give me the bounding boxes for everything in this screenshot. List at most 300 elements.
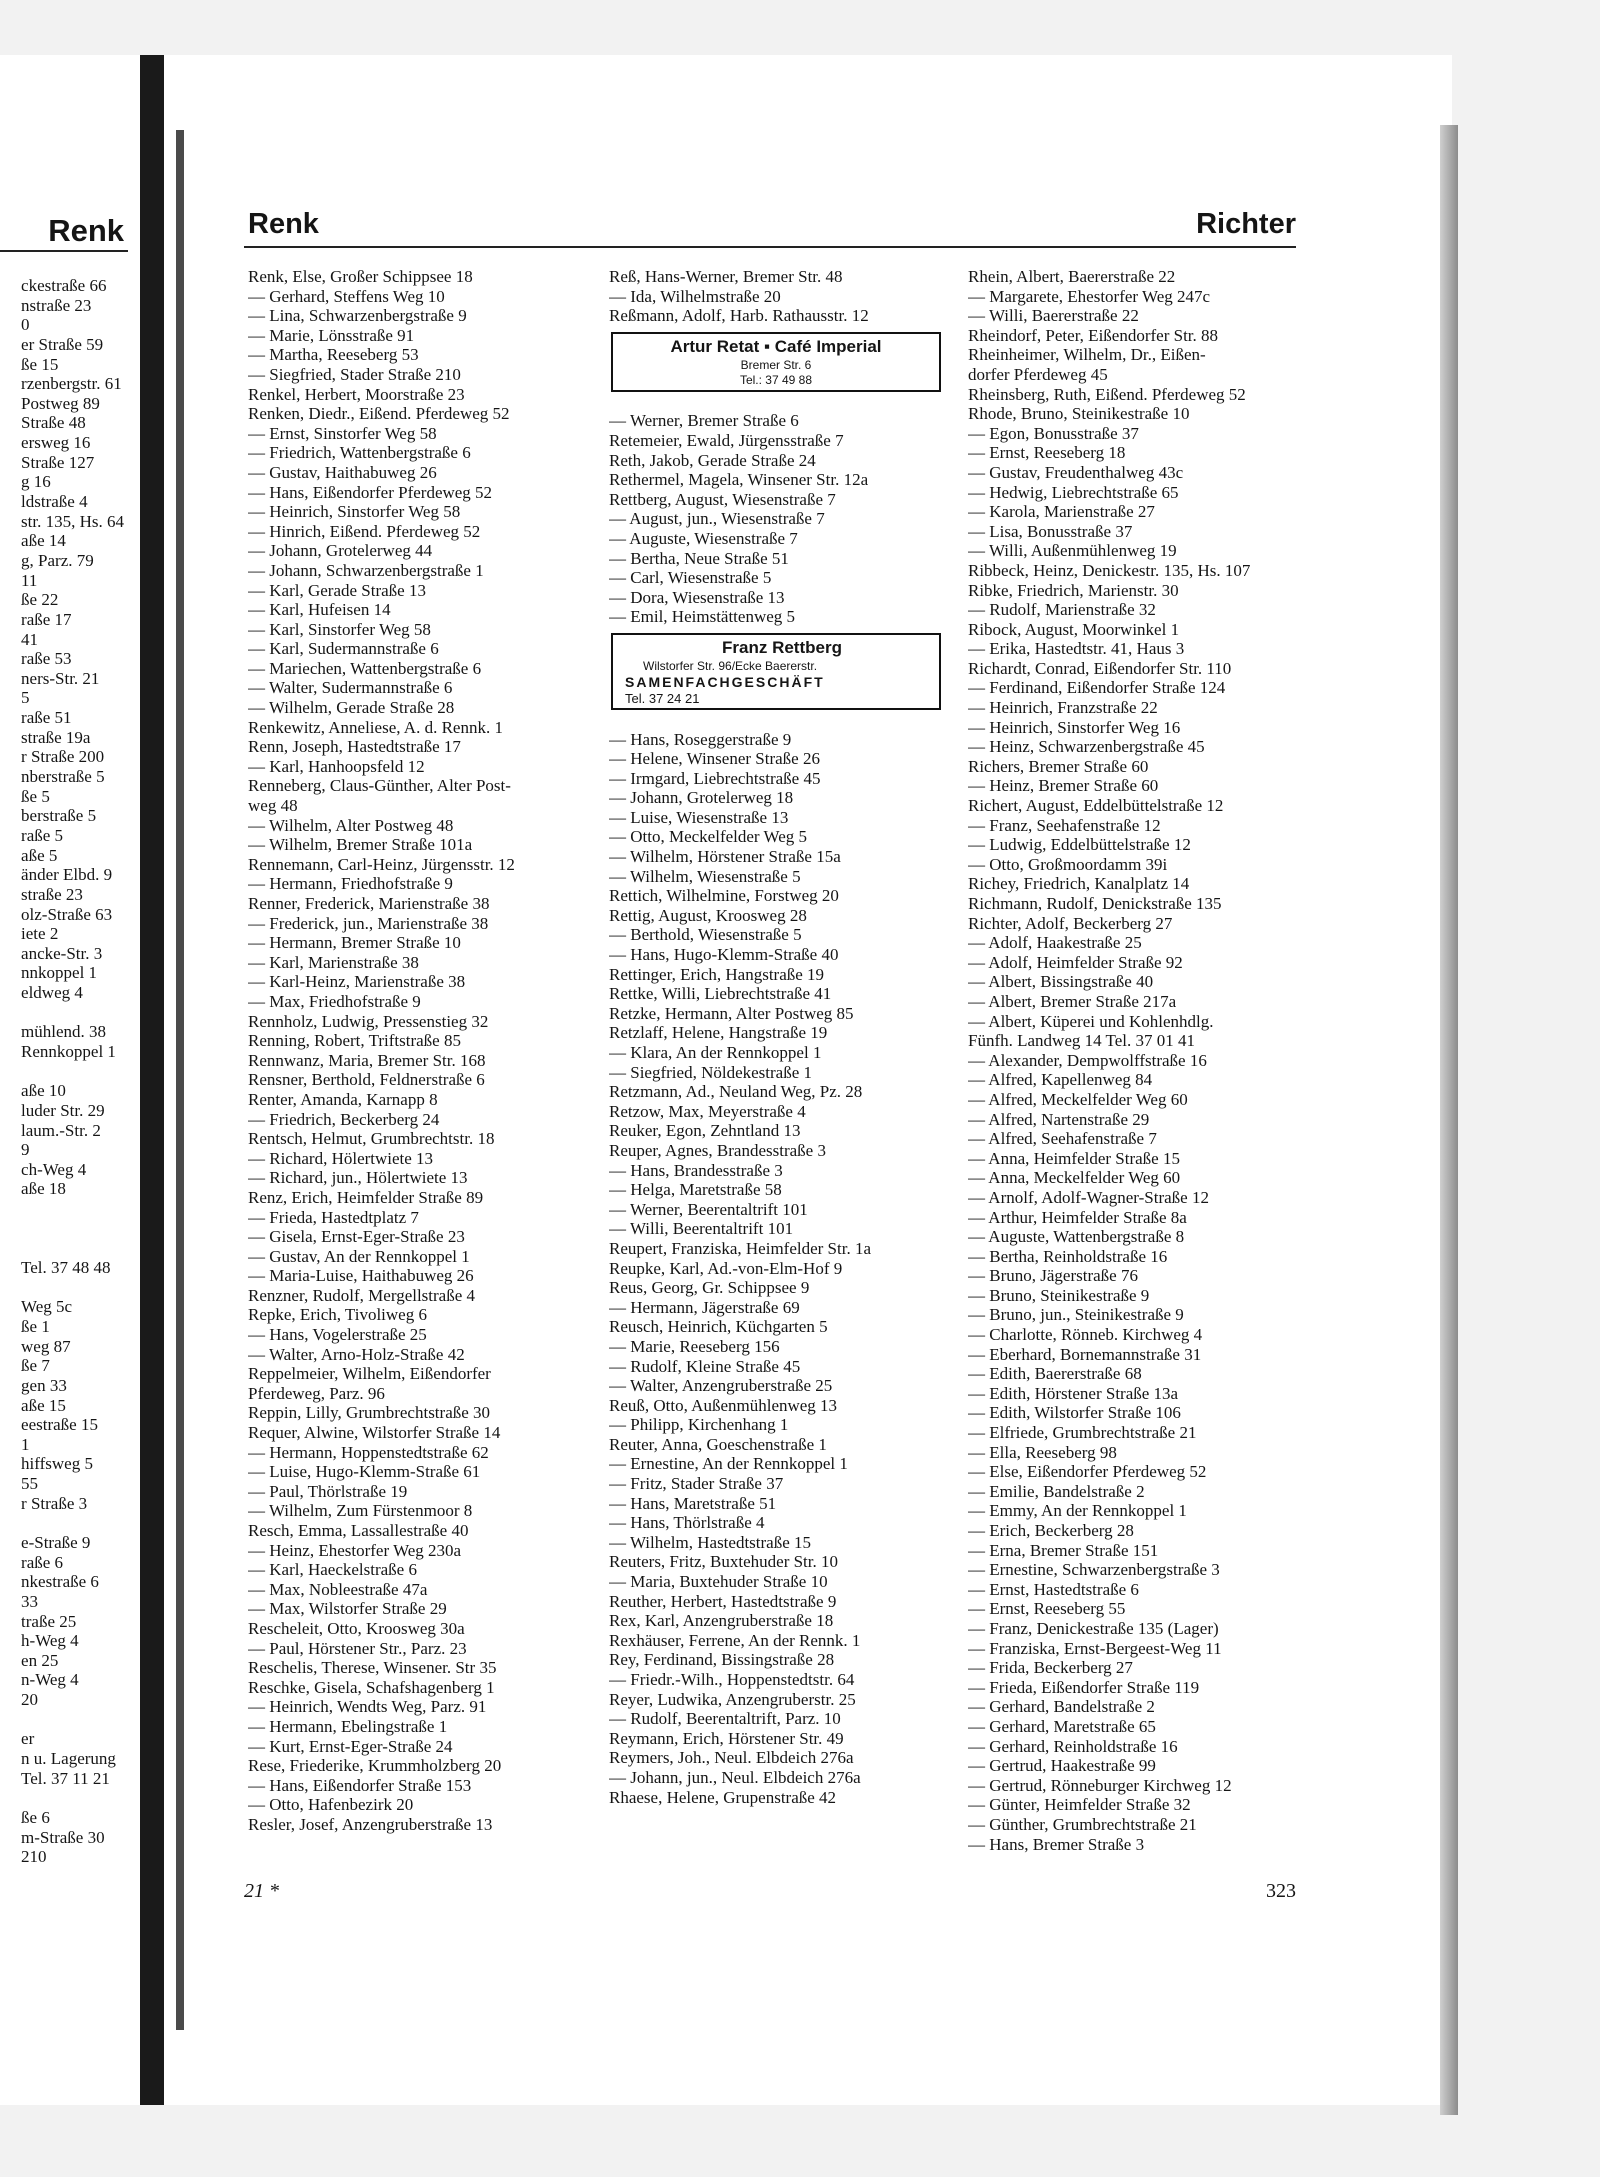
- directory-entry: — Helga, Maretstraße 58: [609, 1180, 782, 1200]
- directory-entry: — Fritz, Stader Straße 37: [609, 1474, 784, 1494]
- previous-page-line: weg 87: [21, 1336, 71, 1356]
- previous-page-line: er Straße 59: [21, 334, 104, 354]
- directory-entry: Reuker, Egon, Zehntland 13: [609, 1121, 801, 1141]
- previous-page-line: 0: [21, 315, 30, 335]
- previous-page-line: g, Parz. 79: [21, 550, 94, 570]
- directory-entry: Renner, Frederick, Marienstraße 38: [248, 894, 490, 913]
- directory-entry: — Alexander, Dempwolffstraße 16: [968, 1050, 1207, 1070]
- directory-entry: — Gerhard, Maretstraße 65: [968, 1716, 1156, 1736]
- directory-entry: — Maria, Buxtehuder Straße 10: [609, 1572, 828, 1592]
- directory-entry: Rentsch, Helmut, Grumbrechtstr. 18: [248, 1129, 495, 1149]
- directory-entry: — Werner, Bremer Straße 6: [609, 411, 799, 431]
- directory-entry: — Gertrud, Haakestraße 99: [968, 1756, 1156, 1776]
- previous-page-line: traße 25: [21, 1611, 77, 1631]
- directory-entry: Reuther, Herbert, Hastedtstraße 9: [609, 1591, 837, 1611]
- directory-entry: — Hans, Eißendorfer Pferdeweg 52: [248, 482, 493, 502]
- directory-entry: — Friedrich, Beckerberg 24: [248, 1109, 440, 1129]
- previous-page-line: e-Straße 9: [21, 1533, 91, 1552]
- directory-entry: — Willi, Baererstraße 22: [968, 306, 1139, 326]
- directory-entry: — Wilhelm, Bremer Straße 101a: [248, 835, 473, 855]
- directory-entry: Reppelmeier, Wilhelm, Eißendorfer: [248, 1364, 491, 1384]
- directory-entry: Reschke, Gisela, Schafshagenberg 1: [248, 1677, 495, 1697]
- directory-entry: — Heinz, Ehestorfer Weg 230a: [248, 1540, 462, 1560]
- directory-entry: — Alfred, Meckelfelder Weg 60: [968, 1089, 1188, 1109]
- directory-entry: Richers, Bremer Straße 60: [968, 756, 1149, 776]
- previous-page-line: r Straße 200: [21, 747, 105, 767]
- previous-page-line: [21, 1199, 124, 1219]
- directory-entry: — Rudolf, Kleine Straße 45: [609, 1356, 801, 1376]
- directory-entry: — Walter, Arno-Holz-Straße 42: [248, 1344, 465, 1364]
- previous-page-line: iete 2: [21, 924, 59, 944]
- previous-page-line: Postweg 89: [21, 393, 100, 413]
- previous-page-line: aße 10: [21, 1081, 66, 1101]
- directory-entry: — Willi, Beerentaltrift 101: [609, 1219, 794, 1239]
- directory-entry: Renter, Amanda, Karnapp 8: [248, 1089, 438, 1109]
- previous-page-line: 11: [21, 570, 38, 590]
- previous-page-line: [21, 1003, 124, 1023]
- directory-entry: — Karola, Marienstraße 27: [968, 502, 1155, 522]
- previous-page-line: raße 17: [21, 609, 72, 629]
- directory-entry: Rey, Ferdinand, Bissingstraße 28: [609, 1650, 835, 1670]
- directory-entry: — Anna, Heimfelder Straße 15: [968, 1148, 1180, 1168]
- previous-page-line: 1: [21, 1434, 30, 1454]
- directory-entry: — Hans, Bremer Straße 3: [968, 1834, 1145, 1854]
- directory-entry: — Ernst, Sinstorfer Weg 58: [248, 423, 437, 443]
- previous-page-line: eestraße 15: [21, 1415, 98, 1435]
- header-right-keyword: Richter: [1196, 208, 1296, 240]
- directory-entry: — Hans, Maretstraße 51: [609, 1493, 777, 1513]
- directory-entry: — Hermann, Bremer Straße 10: [248, 933, 461, 953]
- previous-page-line: 20: [21, 1690, 39, 1710]
- directory-entry: — Hedwig, Liebrechtstraße 65: [968, 482, 1179, 502]
- directory-entry: — Heinrich, Sinstorfer Weg 58: [248, 502, 461, 522]
- previous-page-line: Straße 48: [21, 413, 86, 433]
- previous-page-line: [21, 1219, 124, 1239]
- directory-entry: — Max, Wilstorfer Straße 29: [248, 1599, 447, 1619]
- directory-entry: — Otto, Großmoordamm 39i: [968, 854, 1168, 874]
- previous-page-line: raße 53: [21, 649, 72, 669]
- previous-page-line: hiffsweg 5: [21, 1454, 93, 1474]
- ad-address: Bremer Str. 6: [740, 357, 812, 372]
- directory-entry: — Lisa, Bonusstraße 37: [968, 521, 1133, 541]
- directory-entry: — Günter, Heimfelder Straße 32: [968, 1795, 1191, 1815]
- directory-entry: — Karl, Sinstorfer Weg 58: [248, 619, 431, 639]
- previous-page-fragment: [0, 0, 138, 2177]
- directory-entry: Reth, Jakob, Gerade Straße 24: [609, 450, 816, 470]
- previous-page-line: nberstraße 5: [21, 767, 105, 787]
- directory-entry: Reymann, Erich, Hörstener Str. 49: [609, 1728, 844, 1748]
- directory-entry: — Charlotte, Rönneb. Kirchweg 4: [968, 1325, 1203, 1345]
- directory-entry: Renneberg, Claus-Günther, Alter Post-: [248, 776, 511, 796]
- directory-entry: — Friedrich, Wattenbergstraße 6: [248, 443, 471, 463]
- directory-entry: — Emil, Heimstättenweg 5: [609, 607, 796, 627]
- previous-page-line: r Straße 3: [21, 1493, 88, 1513]
- directory-entry: — Heinrich, Wendts Weg, Parz. 91: [248, 1697, 487, 1717]
- previous-page-line: Tel. 37 11 21: [21, 1768, 110, 1788]
- directory-entry: Rhein, Albert, Baererstraße 22: [968, 267, 1176, 286]
- directory-entry: — Edith, Wilstorfer Straße 106: [968, 1403, 1181, 1423]
- directory-entry: — Arthur, Heimfelder Straße 8a: [968, 1207, 1187, 1227]
- directory-entry: — Ernst, Hastedtstraße 6: [968, 1579, 1139, 1599]
- previous-page-line: Tel. 37 48 48: [21, 1258, 111, 1278]
- directory-entry: — Albert, Küperei und Kohlenhdlg.: [968, 1011, 1214, 1031]
- directory-entry: — Helene, Winsener Straße 26: [609, 749, 820, 769]
- directory-entry: — Hans, Thörlstraße 4: [609, 1513, 765, 1533]
- directory-entry: — Max, Friedhofstraße 9: [248, 991, 421, 1011]
- directory-entry: — Alfred, Kapellenweg 84: [968, 1070, 1153, 1090]
- directory-entry: Reymers, Joh., Neul. Elbdeich 276a: [609, 1748, 854, 1768]
- directory-entry: Rettke, Willi, Liebrechtstraße 41: [609, 984, 832, 1004]
- directory-entry: — Johann, Grotelerweg 44: [248, 541, 433, 561]
- previous-page-line: [21, 1710, 124, 1730]
- directory-entry: Resch, Emma, Lassallestraße 40: [248, 1521, 469, 1540]
- previous-page-line: ße 5: [21, 786, 50, 806]
- ad-title: Franz Rettberg: [722, 637, 842, 657]
- previous-page-line: aße 14: [21, 531, 66, 551]
- previous-page-line: 55: [21, 1474, 39, 1494]
- directory-entry: — Rudolf, Beerentaltrift, Parz. 10: [609, 1709, 841, 1729]
- header-left-keyword: Renk: [248, 208, 319, 240]
- directory-entry: — Hans, Vogelerstraße 25: [248, 1325, 427, 1345]
- directory-entry: — Klara, An der Rennkoppel 1: [609, 1043, 822, 1062]
- directory-entry: Retzow, Max, Meyerstraße 4: [609, 1101, 806, 1121]
- directory-entry: — Gisela, Ernst-Eger-Straße 23: [248, 1227, 465, 1247]
- page-edge-shadow: [1440, 125, 1458, 2115]
- previous-page-header-rule: [0, 250, 128, 252]
- ad-phone: Tel.: 37 49 88: [739, 372, 813, 387]
- directory-entry: — Karl, Gerade Straße 13: [248, 580, 426, 600]
- directory-entry: Reppin, Lilly, Grumbrechtstraße 30: [248, 1403, 491, 1423]
- directory-entry: Rex, Karl, Anzengruberstraße 18: [609, 1611, 834, 1631]
- directory-entry: — Wilhelm, Hörstener Straße 15a: [609, 847, 841, 867]
- directory-entry: — Siegfried, Nöldekestraße 1: [609, 1062, 812, 1082]
- previous-page-line: ersweg 16: [21, 433, 91, 453]
- directory-entry: Retzke, Hermann, Alter Postweg 85: [609, 1003, 854, 1023]
- directory-entry: — Hermann, Ebelingstraße 1: [248, 1716, 448, 1736]
- directory-entry: — Frida, Beckerberg 27: [968, 1658, 1133, 1678]
- directory-entry: — Luise, Hugo-Klemm-Straße 61: [248, 1462, 481, 1482]
- directory-entry: Ribock, August, Moorwinkel 1: [968, 619, 1180, 639]
- previous-page-line: luder Str. 29: [21, 1100, 105, 1120]
- previous-page-line: aße 18: [21, 1179, 66, 1199]
- advertisement-cafe-imperial: [611, 332, 941, 392]
- directory-entry: — Johann, Schwarzenbergstraße 1: [248, 560, 484, 580]
- directory-entry: — Bruno, jun., Steinikestraße 9: [968, 1305, 1184, 1325]
- directory-entry: — Maria-Luise, Haithabuweg 26: [248, 1266, 474, 1286]
- directory-entry: — Gerhard, Steffens Weg 10: [248, 286, 445, 306]
- directory-entry: — Friedr.-Wilh., Hoppenstedtstr. 64: [609, 1670, 855, 1689]
- directory-entry: — Ernestine, Schwarzenbergstraße 3: [968, 1560, 1220, 1580]
- previous-page-line: ße 15: [21, 354, 59, 374]
- book-binding-gutter: [140, 55, 164, 2105]
- previous-page-line: Straße 127: [21, 452, 95, 472]
- directory-entry: — Frederick, jun., Marienstraße 38: [248, 913, 489, 933]
- directory-entry: — Edith, Baererstraße 68: [968, 1364, 1142, 1384]
- previous-page-line: 41: [21, 629, 39, 649]
- ad-phone: Tel. 37 24 21: [625, 690, 700, 706]
- directory-entry: — Philipp, Kirchenhang 1: [609, 1415, 789, 1435]
- directory-entry: — Walter, Sudermannstraße 6: [248, 678, 453, 698]
- previous-page-line: m-Straße 30: [21, 1827, 105, 1847]
- column-1-entries: [248, 267, 588, 1835]
- previous-page-line: änder Elbd. 9: [21, 865, 113, 885]
- previous-page-line: [21, 1238, 124, 1258]
- directory-entry: Fünfh. Landweg 14 Tel. 37 01 41: [968, 1031, 1196, 1051]
- directory-entry: — Ernst, Reeseberg 18: [968, 443, 1126, 463]
- directory-entry: — Frieda, Eißendorfer Straße 119: [968, 1677, 1200, 1697]
- directory-entry: — Albert, Bissingstraße 40: [968, 972, 1154, 992]
- previous-page-line: ße 7: [21, 1356, 50, 1376]
- directory-entry: Reschelis, Therese, Winsener. Str 35: [248, 1658, 497, 1678]
- directory-entry: — Mariechen, Wattenbergstraße 6: [248, 658, 482, 678]
- previous-page-line: str. 135, Hs. 64: [21, 511, 124, 531]
- directory-entry: Renkel, Herbert, Moorstraße 23: [248, 384, 465, 404]
- previous-page-line: raße 51: [21, 708, 72, 728]
- previous-page-line: aße 15: [21, 1395, 66, 1415]
- directory-entry: Rhaese, Helene, Grupenstraße 42: [609, 1787, 837, 1807]
- directory-entry: — Adolf, Heimfelder Straße 92: [968, 952, 1183, 972]
- directory-entry: — Marie, Reeseberg 156: [609, 1336, 780, 1356]
- directory-entry: Rennholz, Ludwig, Pressenstieg 32: [248, 1011, 489, 1031]
- directory-entry: Reßmann, Adolf, Harb. Rathausstr. 12: [609, 306, 869, 326]
- directory-entry: Ribke, Friedrich, Marienstr. 30: [968, 580, 1179, 600]
- directory-entry: — Hermann, Friedhofstraße 9: [248, 874, 453, 894]
- directory-entry: — Hans, Hugo-Klemm-Straße 40: [609, 945, 839, 965]
- directory-entry: Reuter, Anna, Goeschenstraße 1: [609, 1434, 827, 1454]
- directory-entry: — Erich, Beckerberg 28: [968, 1521, 1134, 1540]
- directory-entry: Renn, Joseph, Hastedtstraße 17: [248, 737, 461, 757]
- directory-entry: — Berthold, Wiesenstraße 5: [609, 925, 802, 945]
- directory-entry: Rensner, Berthold, Feldnerstraße 6: [248, 1070, 485, 1090]
- previous-page-line: nnkoppel 1: [21, 963, 98, 983]
- directory-entry: — Egon, Bonusstraße 37: [968, 423, 1139, 443]
- directory-entry: — Bertha, Neue Straße 51: [609, 548, 789, 568]
- page-number: 323: [1266, 1880, 1296, 1902]
- previous-page-line: [21, 1278, 124, 1298]
- directory-entry: — Wilhelm, Alter Postweg 48: [248, 815, 454, 835]
- previous-page-lines: [21, 276, 124, 1867]
- directory-entry: Rennemann, Carl-Heinz, Jürgensstr. 12: [248, 854, 515, 874]
- previous-page-line: olz-Straße 63: [21, 904, 113, 924]
- directory-entry: — Karl, Sudermannstraße 6: [248, 639, 439, 659]
- directory-entry: Reyer, Ludwika, Anzengruberstr. 25: [609, 1689, 856, 1709]
- directory-entry: — Karl, Hufeisen 14: [248, 600, 391, 620]
- directory-entry: — Hermann, Jägerstraße 69: [609, 1297, 800, 1317]
- directory-entry: Repke, Erich, Tivoliweg 6: [248, 1305, 427, 1325]
- directory-entry: — Gustav, Freudenthalweg 43c: [968, 462, 1184, 482]
- directory-entry: — Heinrich, Franzstraße 22: [968, 698, 1158, 718]
- directory-entry: Rese, Friederike, Krummholzberg 20: [248, 1756, 502, 1776]
- directory-entry: Rexhäuser, Ferrene, An der Rennk. 1: [609, 1630, 861, 1650]
- directory-entry: — Wilhelm, Gerade Straße 28: [248, 698, 455, 718]
- directory-entry: — Franziska, Ernst-Bergeest-Weg 11: [968, 1638, 1222, 1658]
- directory-entry: — Carl, Wiesenstraße 5: [609, 568, 772, 588]
- directory-entry: — Auguste, Wattenbergstraße 8: [968, 1227, 1185, 1247]
- directory-entry: Pferdeweg, Parz. 96: [248, 1383, 385, 1403]
- directory-entry: — Otto, Hafenbezirk 20: [248, 1795, 414, 1815]
- directory-entry: — Martha, Reeseberg 53: [248, 345, 419, 365]
- directory-entry: — Gerhard, Reinholdstraße 16: [968, 1736, 1178, 1756]
- directory-entry: — Wilhelm, Wiesenstraße 5: [609, 866, 801, 886]
- directory-entry: — Hinrich, Eißend. Pferdeweg 52: [248, 521, 481, 541]
- directory-entry: Rettberg, August, Wiesenstraße 7: [609, 489, 836, 509]
- directory-entry: — Heinrich, Sinstorfer Weg 16: [968, 717, 1181, 737]
- advertisement-franz-rettberg: [611, 633, 941, 710]
- directory-entry: — Heinz, Schwarzenbergstraße 45: [968, 737, 1205, 757]
- directory-entry: — Eberhard, Bornemannstraße 31: [968, 1344, 1202, 1364]
- directory-entry: Ribbeck, Heinz, Denickestr. 135, Hs. 107: [968, 560, 1251, 580]
- directory-entry: — Franz, Denickestraße 135 (Lager): [968, 1618, 1219, 1638]
- previous-page-line: [21, 1788, 124, 1808]
- book-binding-shadow: [176, 130, 184, 2030]
- directory-entry: — Gertrud, Rönneburger Kirchweg 12: [968, 1775, 1232, 1795]
- previous-page-line: mühlend. 38: [21, 1022, 107, 1042]
- directory-entry: — Otto, Meckelfelder Weg 5: [609, 827, 808, 847]
- previous-page-line: Rennkoppel 1: [21, 1041, 116, 1061]
- directory-entry: — Elfriede, Grumbrechtstraße 21: [968, 1423, 1197, 1443]
- directory-entry: — Frieda, Hastedtplatz 7: [248, 1207, 419, 1227]
- directory-entry: — Albert, Bremer Straße 217a: [968, 991, 1177, 1011]
- previous-page-line: raße 6: [21, 1552, 64, 1572]
- directory-entry: — Siegfried, Stader Straße 210: [248, 364, 461, 384]
- directory-entry: — Paul, Thörlstraße 19: [248, 1481, 408, 1501]
- directory-entry: Resler, Josef, Anzengruberstraße 13: [248, 1814, 493, 1834]
- directory-entry: — Karl, Marienstraße 38: [248, 952, 419, 972]
- directory-entry: — Alfred, Seehafenstraße 7: [968, 1129, 1157, 1149]
- directory-entry: — Gerhard, Bandelstraße 2: [968, 1697, 1155, 1717]
- directory-entry: — Ferdinand, Eißendorfer Straße 124: [968, 678, 1226, 698]
- directory-entry: — Richard, jun., Hölertwiete 13: [248, 1168, 468, 1188]
- directory-entry: — Hans, Brandesstraße 3: [609, 1160, 783, 1180]
- directory-entry: — Karl, Haeckelstraße 6: [248, 1560, 417, 1580]
- directory-entry: — Bruno, Steinikestraße 9: [968, 1285, 1150, 1305]
- previous-page-line: 210: [21, 1847, 47, 1867]
- directory-entry: — Wilhelm, Zum Fürstenmoor 8: [248, 1501, 473, 1521]
- directory-entry: Reß, Hans-Werner, Bremer Str. 48: [609, 267, 843, 286]
- directory-entry: Rennwanz, Maria, Bremer Str. 168: [248, 1050, 486, 1070]
- previous-page-line: laum.-Str. 2: [21, 1120, 101, 1140]
- previous-page-line: n u. Lagerung: [21, 1749, 116, 1769]
- column-2-entries: [609, 267, 949, 1807]
- previous-page-line: ße 22: [21, 590, 59, 610]
- directory-entry: Renzner, Rudolf, Mergellstraße 4: [248, 1285, 476, 1305]
- directory-entry: Richey, Friedrich, Kanalplatz 14: [968, 874, 1190, 894]
- directory-entry: — Ernestine, An der Rennkoppel 1: [609, 1454, 848, 1474]
- directory-entry: dorfer Pferdeweg 45: [968, 364, 1108, 384]
- directory-entry: — Ludwig, Eddelbüttelstraße 12: [968, 835, 1191, 855]
- ad-title: Artur Retat ▪ Café Imperial: [670, 336, 882, 356]
- header-rule: [244, 246, 1296, 248]
- previous-page-line: straße 19a: [21, 727, 91, 747]
- directory-entry: Reus, Georg, Gr. Schippsee 9: [609, 1278, 810, 1298]
- directory-entry: — Anna, Meckelfelder Weg 60: [968, 1168, 1181, 1188]
- previous-page-line: n-Weg 4: [21, 1670, 79, 1690]
- previous-page-line: [21, 1062, 124, 1082]
- directory-entry: — Max, Nobleestraße 47a: [248, 1579, 428, 1599]
- previous-page-line: nkestraße 6: [21, 1572, 99, 1592]
- previous-page-line: er: [21, 1729, 35, 1749]
- directory-entry: — Erika, Hastedtstr. 41, Haus 3: [968, 639, 1185, 659]
- directory-entry: — Else, Eißendorfer Pferdeweg 52: [968, 1462, 1207, 1482]
- directory-entry: — Richard, Hölertwiete 13: [248, 1148, 434, 1168]
- directory-entry: — Luise, Wiesenstraße 13: [609, 807, 789, 827]
- previous-page-line: ldstraße 4: [21, 492, 88, 512]
- directory-entry: weg 48: [248, 796, 298, 816]
- previous-page-line: ckestraße 66: [21, 276, 107, 295]
- directory-entry: — Karl-Heinz, Marienstraße 38: [248, 972, 466, 992]
- directory-entry: — Gustav, Haithabuweg 26: [248, 462, 437, 482]
- directory-entry: — Bruno, Jägerstraße 76: [968, 1266, 1138, 1286]
- directory-entry: Reupert, Franziska, Heimfelder Str. 1a: [609, 1238, 872, 1258]
- directory-entry: — Franz, Seehafenstraße 12: [968, 815, 1161, 835]
- previous-page-line: Weg 5c: [21, 1297, 73, 1317]
- directory-entry: — Ella, Reeseberg 98: [968, 1442, 1117, 1462]
- directory-entry: — Emilie, Bandelstraße 2: [968, 1481, 1145, 1501]
- directory-entry: — Emmy, An der Rennkoppel 1: [968, 1501, 1187, 1521]
- directory-entry: — Hans, Roseggerstraße 9: [609, 729, 792, 749]
- directory-entry: Renk, Else, Großer Schippsee 18: [248, 267, 473, 286]
- directory-entry: — Erna, Bremer Straße 151: [968, 1540, 1159, 1560]
- directory-entry: — Wilhelm, Hastedtstraße 15: [609, 1532, 812, 1552]
- directory-entry: Rescheleit, Otto, Kroosweg 30a: [248, 1618, 465, 1638]
- directory-entry: — Kurt, Ernst-Eger-Straße 24: [248, 1736, 453, 1756]
- previous-page-line: berstraße 5: [21, 806, 97, 826]
- directory-entry: — Margarete, Ehestorfer Weg 247c: [968, 286, 1211, 306]
- directory-entry: — Arnolf, Adolf-Wagner-Straße 12: [968, 1187, 1209, 1207]
- previous-page-line: gen 33: [21, 1375, 67, 1395]
- directory-entry: Renning, Robert, Triftstraße 85: [248, 1031, 461, 1051]
- directory-entry: Renken, Diedr., Eißend. Pferdeweg 52: [248, 404, 510, 424]
- directory-entry: — Walter, Anzengruberstraße 25: [609, 1376, 833, 1396]
- directory-entry: — Günther, Grumbrechtstraße 21: [968, 1814, 1197, 1834]
- previous-page-line: raße 5: [21, 825, 64, 845]
- directory-entry: Rheinsberg, Ruth, Eißend. Pferdeweg 52: [968, 384, 1246, 404]
- directory-entry: — Ida, Wilhelmstraße 20: [609, 286, 781, 306]
- directory-page: [244, 200, 1296, 1920]
- previous-page-header: Renk: [48, 213, 124, 248]
- previous-page-line: ners-Str. 21: [21, 668, 100, 688]
- directory-entry: — Werner, Beerentaltrift 101: [609, 1199, 808, 1219]
- directory-entry: Rettig, August, Kroosweg 28: [609, 905, 807, 925]
- directory-entry: — August, jun., Wiesenstraße 7: [609, 509, 825, 529]
- previous-page-line: h-Weg 4: [21, 1631, 79, 1651]
- directory-entry: Rethermel, Magela, Winsener Str. 12a: [609, 470, 869, 490]
- directory-entry: — Auguste, Wiesenstraße 7: [609, 528, 798, 548]
- previous-page-line: nstraße 23: [21, 295, 92, 315]
- directory-entry: Rhode, Bruno, Steinikestraße 10: [968, 404, 1190, 424]
- directory-entry: Reuß, Otto, Außenmühlenweg 13: [609, 1395, 838, 1415]
- previous-page-line: [21, 1513, 124, 1533]
- directory-entry: Rettich, Wilhelmine, Forstweg 20: [609, 886, 839, 906]
- directory-entry: — Edith, Hörstener Straße 13a: [968, 1383, 1179, 1403]
- directory-entry: Richert, August, Eddelbüttelstraße 12: [968, 796, 1224, 816]
- previous-page-line: g 16: [21, 472, 51, 492]
- directory-entry: Retzmann, Ad., Neuland Weg, Pz. 28: [609, 1082, 863, 1102]
- directory-entry: Reusch, Heinrich, Küchgarten 5: [609, 1317, 828, 1337]
- directory-entry: — Irmgard, Liebrechtstraße 45: [609, 768, 821, 788]
- previous-page-line: ancke-Str. 3: [21, 943, 103, 963]
- directory-entry: — Adolf, Haakestraße 25: [968, 933, 1142, 953]
- directory-entry: Renkewitz, Anneliese, A. d. Rennk. 1: [248, 717, 503, 737]
- previous-page-line: aße 5: [21, 845, 58, 865]
- directory-entry: Retzlaff, Helene, Hangstraße 19: [609, 1023, 828, 1043]
- ad-address: Wilstorfer Str. 96/Ecke Baererstr.: [643, 658, 818, 673]
- previous-page-line: ße 6: [21, 1807, 50, 1827]
- previous-page-line: ch-Weg 4: [21, 1159, 87, 1179]
- previous-page-line: ße 1: [21, 1316, 50, 1336]
- directory-entry: — Karl, Hanhoopsfeld 12: [248, 756, 425, 776]
- previous-page-line: 5: [21, 688, 30, 708]
